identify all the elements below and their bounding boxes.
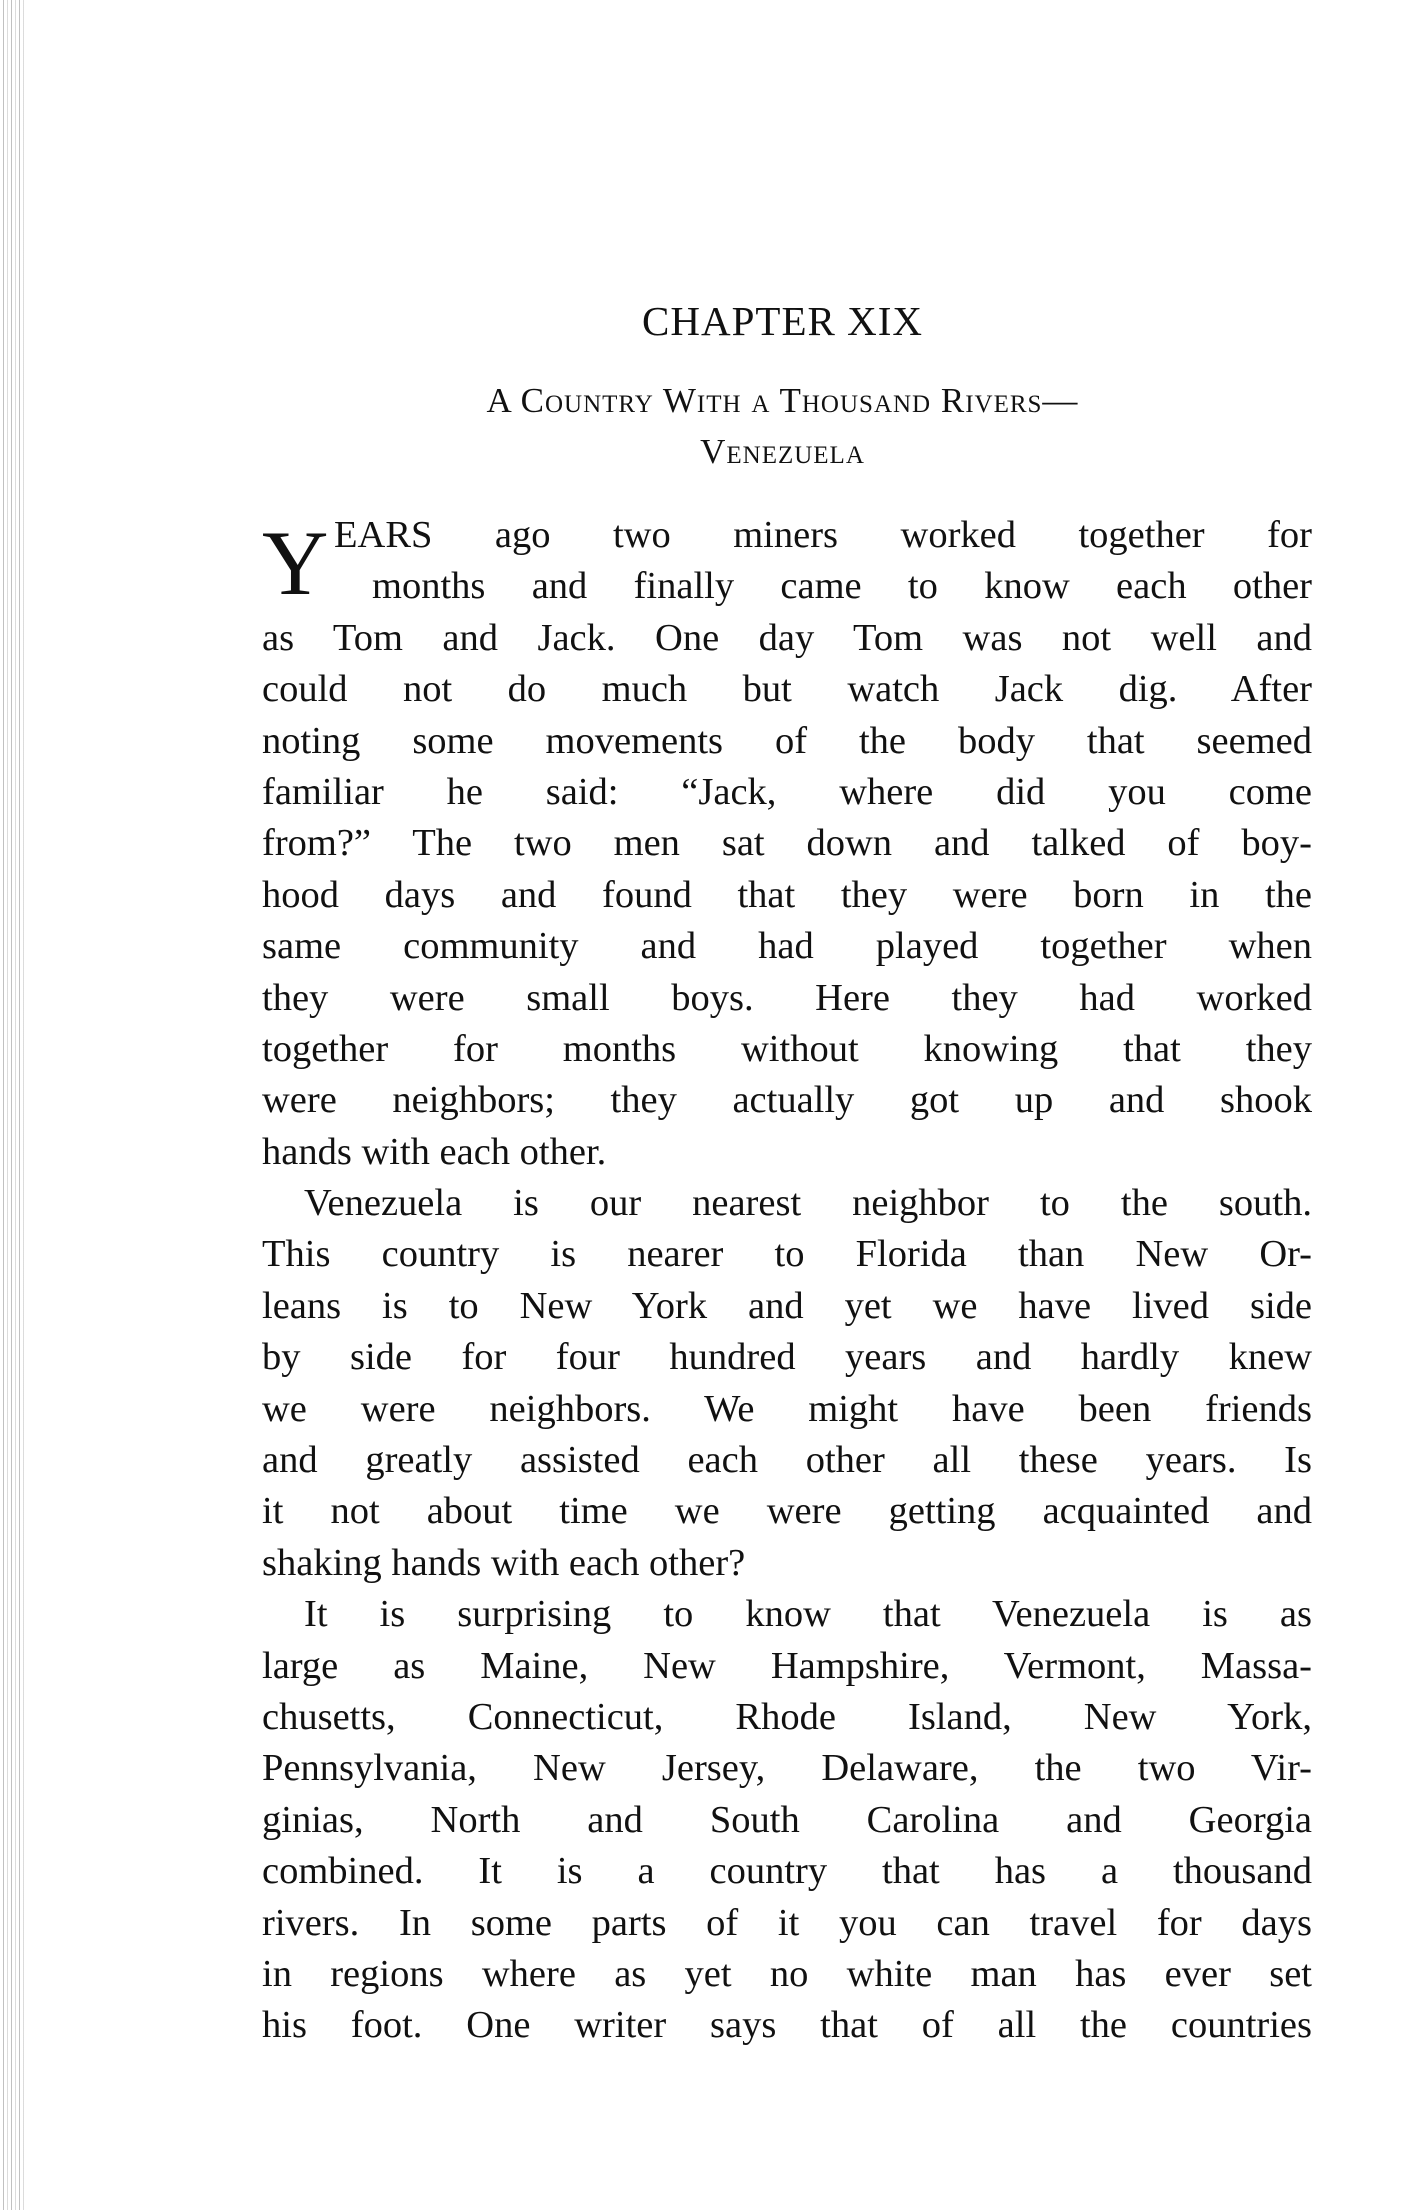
paragraph-1	[262, 510, 1312, 1178]
text-line: we were neighbors. We might have been friends	[262, 1387, 1312, 1430]
text-line: shaking hands with each other?	[262, 1541, 746, 1584]
text-line: combined. It is a country that has a thousand	[262, 1850, 1312, 1893]
text-line: by side for four hundred years and hardly knew	[262, 1336, 1312, 1379]
text-line: same community and had played together when	[262, 925, 1312, 968]
text-line: EARS ago two miners worked together for	[334, 514, 1312, 556]
chapter-title: CHAPTER XIX	[642, 298, 923, 344]
chapter-body	[262, 510, 1312, 2052]
drop-cap: Y	[262, 512, 329, 614]
text-line: could not do much but watch Jack dig. After	[262, 668, 1312, 711]
text-line: from?” The two men sat down and talked of boy-	[262, 822, 1312, 865]
paragraph-2	[262, 1178, 1312, 1589]
text-line: chusetts, Connecticut, Rhode Island, New York,	[262, 1695, 1312, 1738]
text-line: large as Maine, New Hampshire, Vermont, Massa-	[262, 1644, 1312, 1687]
text-line: his foot. One writer says that of all the countries	[262, 2004, 1312, 2047]
text-line: were neighbors; they actually got up and shook	[262, 1079, 1312, 1122]
text-line: It is surprising to know that Venezuela is as	[304, 1593, 1312, 1636]
text-line: ginias, North and South Carolina and Georgia	[262, 1798, 1312, 1841]
text-line: and greatly assisted each other all these years. Is	[262, 1439, 1312, 1482]
text-line: Venezuela is our nearest neighbor to the south.	[304, 1182, 1312, 1225]
text-line: as Tom and Jack. One day Tom was not well and	[262, 616, 1312, 659]
text-line: rivers. In some parts of it you can travel for days	[262, 1901, 1312, 1944]
chapter-subtitle-line-2: Venezuela	[700, 432, 865, 471]
text-line: noting some movements of the body that seemed	[262, 719, 1312, 762]
text-line: in regions where as yet no white man has ever set	[262, 1952, 1312, 1995]
text-line: This country is nearer to Florida than New Or-	[262, 1233, 1312, 1276]
text-line: Pennsylvania, New Jersey, Delaware, the two Vir-	[262, 1747, 1312, 1790]
text-line: months and finally came to know each other	[372, 565, 1312, 608]
text-line: together for months without knowing that they	[262, 1027, 1312, 1070]
text-line: familiar he said: “Jack, where did you come	[262, 770, 1312, 813]
text-line: hands with each other.	[262, 1130, 607, 1173]
text-line: it not about time we were getting acquainted and	[262, 1490, 1312, 1533]
text-line: hood days and found that they were born in the	[262, 873, 1312, 916]
paragraph-3	[262, 1589, 1312, 2052]
text-line: leans is to New York and yet we have lived side	[262, 1284, 1312, 1327]
chapter-subtitle-line-1: A Country With a Thousand Rivers—	[486, 381, 1079, 420]
text-line: they were small boys. Here they had worked	[262, 976, 1312, 1019]
